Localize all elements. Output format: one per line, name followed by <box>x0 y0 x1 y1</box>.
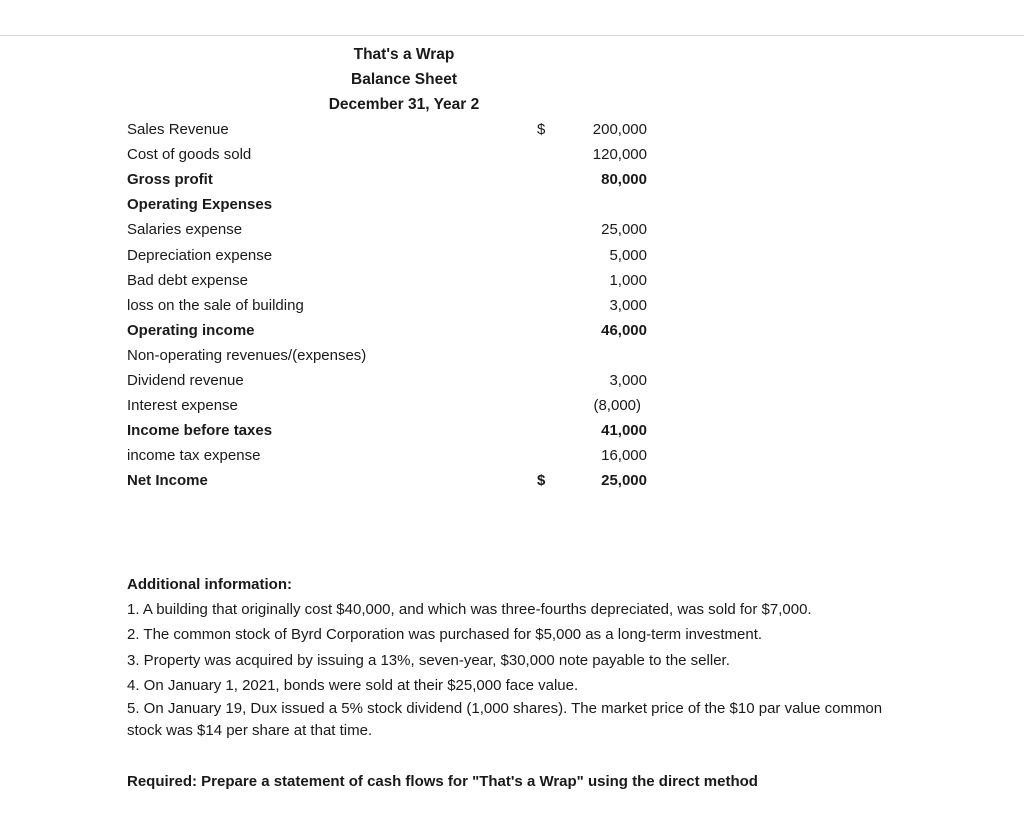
additional-info-item-4: 4. On January 1, 2021, bonds were sold at their $25,000 face value. <box>127 677 579 694</box>
statement-date: December 31, Year 2 <box>328 96 480 113</box>
row-amount: 1,000 <box>609 272 647 289</box>
row-label: Cost of goods sold <box>127 146 252 163</box>
row-label: Depreciation expense <box>127 247 273 264</box>
row-label: Operating Expenses <box>127 196 273 213</box>
additional-info-item-1: 1. A building that originally cost $40,000, and which was three-fourths depreciated, was sold for $7,000. <box>127 601 812 618</box>
statement-title: Balance Sheet <box>351 71 457 88</box>
statement-row <box>127 322 647 344</box>
statement-row <box>127 121 647 143</box>
required-instruction: Required: Prepare a statement of cash flows for "That's a Wrap" using the direct method <box>127 773 758 790</box>
statement-row <box>127 221 647 243</box>
row-label: Salaries expense <box>127 221 243 238</box>
statement-row <box>127 171 647 193</box>
statement-row <box>127 146 647 168</box>
row-amount: 80,000 <box>601 171 647 188</box>
row-label: income tax expense <box>127 447 261 464</box>
row-label: Net Income <box>127 472 208 489</box>
row-amount: 3,000 <box>609 297 647 314</box>
row-label: Dividend revenue <box>127 372 244 389</box>
row-currency: $ <box>537 472 546 489</box>
row-amount: 41,000 <box>601 422 647 439</box>
statement-row <box>127 447 647 469</box>
row-amount: (8,000) <box>593 397 641 414</box>
statement-row <box>127 472 647 494</box>
row-amount: 200,000 <box>592 121 647 138</box>
statement-row <box>127 297 647 319</box>
row-label: Non-operating revenues/(expenses) <box>127 347 367 364</box>
row-amount: 25,000 <box>601 221 647 238</box>
statement-row <box>127 372 647 394</box>
row-amount: 120,000 <box>592 146 647 163</box>
row-label: loss on the sale of building <box>127 297 304 314</box>
company-name: That's a Wrap <box>353 46 455 63</box>
additional-info-item-2: 2. The common stock of Byrd Corporation was purchased for $5,000 as a long-term investment. <box>127 626 763 643</box>
additional-info-item-3: 3. Property was acquired by issuing a 13%, seven-year, $30,000 note payable to the seller. <box>127 652 730 669</box>
statement-row <box>127 397 647 419</box>
row-label: Operating income <box>127 322 255 339</box>
row-amount: 5,000 <box>609 247 647 264</box>
row-amount: 3,000 <box>609 372 647 389</box>
statement-row <box>127 422 647 444</box>
row-amount: 25,000 <box>601 472 647 489</box>
statement-row <box>127 247 647 269</box>
row-currency: $ <box>537 121 546 138</box>
row-amount: 46,000 <box>601 322 647 339</box>
statement-row <box>127 196 647 218</box>
row-label: Gross profit <box>127 171 213 188</box>
additional-info-item-5: 5. On January 19, Dux issued a 5% stock dividend (1,000 shares). The market price of the $10 par value common stock was $14 per share at that time. <box>127 700 883 739</box>
row-label: Interest expense <box>127 397 238 414</box>
row-label: Sales Revenue <box>127 121 229 138</box>
row-label: Bad debt expense <box>127 272 248 289</box>
top-divider <box>0 35 1024 36</box>
statement-row <box>127 347 647 369</box>
additional-info-title: Additional information: <box>127 576 292 593</box>
row-amount: 16,000 <box>601 447 647 464</box>
statement-row <box>127 272 647 294</box>
row-label: Income before taxes <box>127 422 273 439</box>
